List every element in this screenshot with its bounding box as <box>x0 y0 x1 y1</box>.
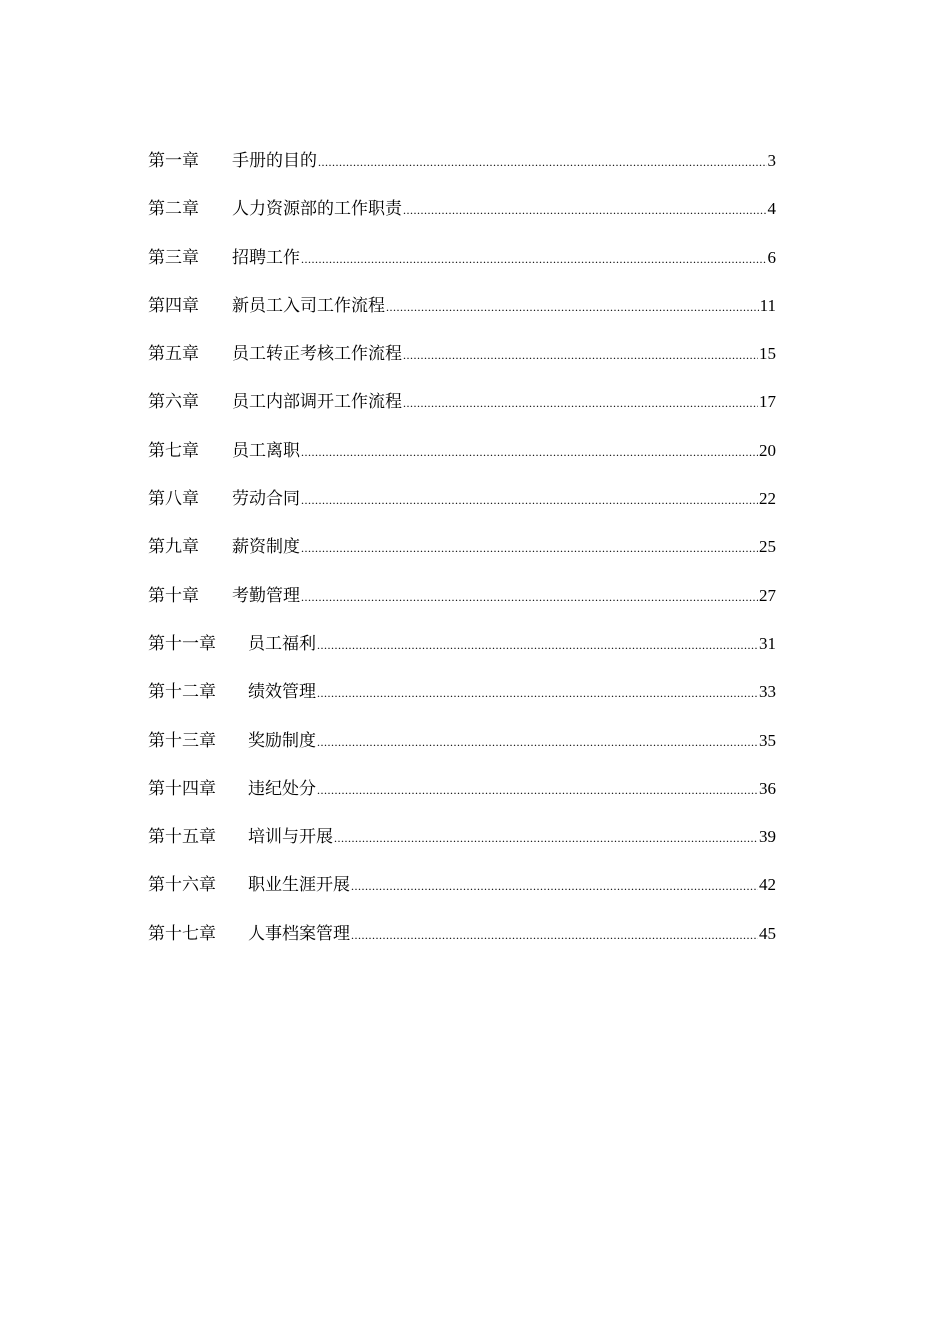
page-number: 42 <box>759 875 776 895</box>
toc-entry[interactable] <box>148 194 776 242</box>
chapter-number: 第四章 <box>148 295 199 316</box>
chapter-number: 第十七章 <box>148 923 216 944</box>
toc-entry[interactable] <box>148 387 776 435</box>
page-number: 17 <box>759 392 776 412</box>
chapter-title: 员工福利 <box>248 633 316 654</box>
chapter-number: 第十四章 <box>148 778 216 799</box>
dot-leader <box>301 485 758 515</box>
chapter-number: 第一章 <box>148 151 199 171</box>
table-of-contents <box>148 146 776 967</box>
chapter-number: 第十章 <box>148 585 199 606</box>
chapter-title: 考勤管理 <box>232 585 300 606</box>
toc-entry[interactable] <box>148 822 776 870</box>
page-number: 39 <box>759 827 776 847</box>
chapter-number: 第十二章 <box>148 682 216 703</box>
dot-leader <box>334 823 758 853</box>
chapter-number: 第七章 <box>148 440 199 461</box>
chapter-title: 手册的目的 <box>232 151 317 171</box>
dot-leader <box>351 871 758 901</box>
page-number: 31 <box>759 633 776 653</box>
chapter-number: 第八章 <box>148 489 199 510</box>
chapter-title: 新员工入司工作流程 <box>232 295 385 316</box>
page-number: 3 <box>767 151 776 170</box>
toc-entry[interactable] <box>148 581 776 629</box>
chapter-title: 员工离职 <box>232 440 300 461</box>
toc-entry[interactable] <box>148 436 776 484</box>
dot-leader <box>317 775 758 805</box>
dot-leader <box>317 727 758 757</box>
dot-leader <box>317 630 758 660</box>
dot-leader <box>351 920 758 950</box>
dot-leader <box>386 292 759 322</box>
dot-leader <box>318 147 767 177</box>
page-number: 36 <box>759 778 776 798</box>
chapter-title: 劳动合同 <box>232 489 300 510</box>
toc-entry[interactable] <box>148 629 776 677</box>
page-number: 20 <box>759 440 776 460</box>
toc-entry[interactable] <box>148 339 776 387</box>
dot-leader <box>301 244 767 274</box>
page-number: 6 <box>767 247 776 267</box>
chapter-title: 违纪处分 <box>248 778 316 799</box>
page-number: 22 <box>759 489 776 509</box>
chapter-number: 第五章 <box>148 344 199 365</box>
toc-entry[interactable] <box>148 291 776 339</box>
chapter-title: 薪资制度 <box>232 537 300 558</box>
toc-entry[interactable] <box>148 532 776 580</box>
toc-entry[interactable] <box>148 726 776 774</box>
toc-entry[interactable] <box>148 870 776 918</box>
page-number: 11 <box>759 295 776 315</box>
page-number: 35 <box>759 730 776 750</box>
page-number: 4 <box>767 199 776 219</box>
chapter-title: 人力资源部的工作职责 <box>232 199 402 220</box>
chapter-title: 员工内部调开工作流程 <box>232 392 402 413</box>
dot-leader <box>317 678 758 708</box>
chapter-title: 培训与开展 <box>248 827 333 848</box>
chapter-title: 员工转正考核工作流程 <box>232 344 402 365</box>
chapter-title: 绩效管理 <box>248 682 316 703</box>
page-number: 15 <box>759 344 776 364</box>
dot-leader <box>301 437 758 467</box>
chapter-title: 职业生涯开展 <box>248 875 350 896</box>
page-number: 25 <box>759 537 776 557</box>
page-number: 45 <box>759 923 776 943</box>
dot-leader <box>403 195 767 225</box>
chapter-number: 第三章 <box>148 247 199 268</box>
dot-leader <box>403 340 758 370</box>
chapter-number: 第十六章 <box>148 875 216 896</box>
page-number: 33 <box>759 682 776 702</box>
toc-entry[interactable] <box>148 146 776 194</box>
chapter-number: 第二章 <box>148 199 199 220</box>
chapter-title: 奖励制度 <box>248 730 316 751</box>
page-number: 27 <box>759 585 776 605</box>
chapter-title: 人事档案管理 <box>248 923 350 944</box>
toc-entry[interactable] <box>148 243 776 291</box>
chapter-title: 招聘工作 <box>232 247 300 268</box>
chapter-number: 第十五章 <box>148 827 216 848</box>
chapter-number: 第六章 <box>148 392 199 413</box>
dot-leader <box>301 533 758 563</box>
chapter-number: 第九章 <box>148 537 199 558</box>
dot-leader <box>301 582 758 612</box>
toc-entry[interactable] <box>148 484 776 532</box>
toc-entry[interactable] <box>148 677 776 725</box>
dot-leader <box>403 388 758 418</box>
toc-entry[interactable] <box>148 919 776 967</box>
toc-entry[interactable] <box>148 774 776 822</box>
chapter-number: 第十一章 <box>148 633 216 654</box>
chapter-number: 第十三章 <box>148 730 216 751</box>
